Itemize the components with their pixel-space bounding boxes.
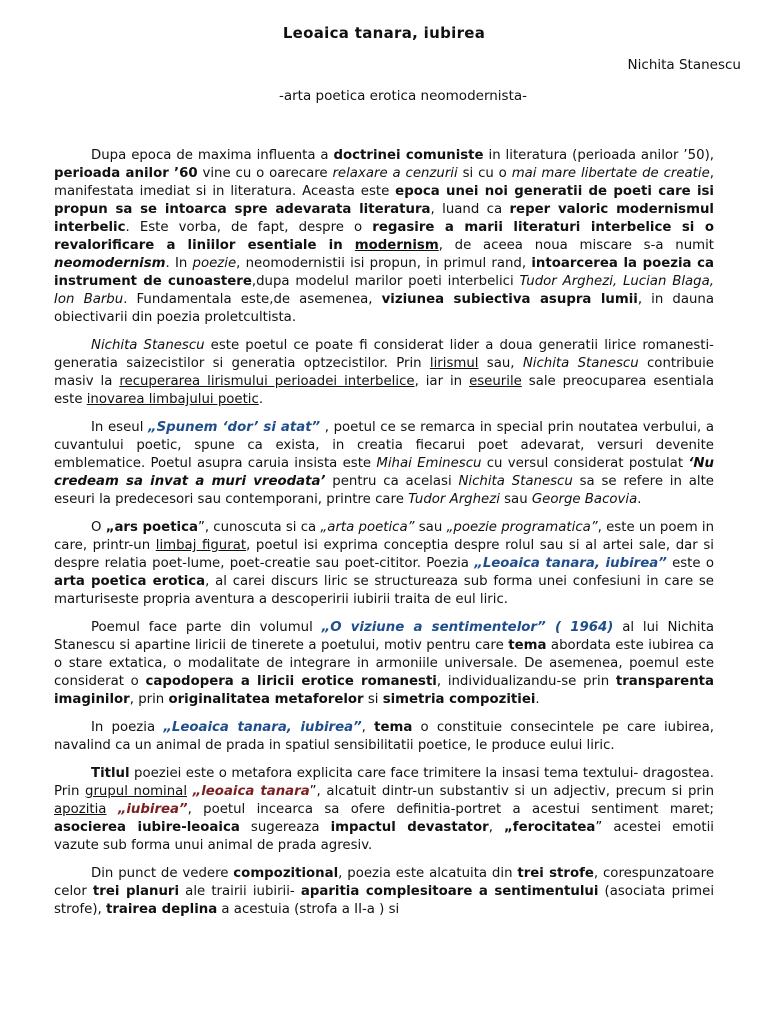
paragraph-4: O „ars poetica”, cunoscuta si ca „arta poetica” sau „poezie programatica”, este un poem in care, printr-un limbaj figurat, poetul isi exprima conceptia despre rolul sau si al artei sale, dar si despre relatia poet-lume, poet-creatie sau poet-cititor. Poezia „Leoaica tanara, iubirea” este o arta poetica erotica, al carei discurs liric se structureaza sub forma unei confesiuni in care se marturiseste propria aventura a descoperirii iubirii traita de eul liric. [54,520,715,607]
document-subtitle: -arta poetica erotica neomodernista- [278,88,528,104]
paragraph-3: In eseul „Spunem ‘dor’ si atat” , poetul ce se remarca in special prin noutatea verbului, a cuvantului poetic, spune ca exista, in creatia fiecarui poet adevarat, versuri devenite emblematice. Poetul asupra caruia insista este Mihai Eminescu cu versul considerat postulat ‘Nu credeam sa invat a muri vreodata’ pentru ca acelasi Nichita Stanescu sa se refere in alte eseuri la predecesori sau contemporani, printre care Tudor Arghezi sau George Bacovia. [54,420,714,507]
author-name: Nichita Stanescu [627,57,741,73]
paragraph-5: Poemul face parte din volumul „O viziune a sentimentelor” ( 1964) al lui Nichita Stanescu si apartine liricii de tinerete a poetului, motiv pentru care tema abordata este iubirea ca o stare extatica, o modalitate de integrare in armoniile universale. De asemenea, poemul este considerat o capodopera a liricii erotice romanesti, individualizandu-se prin transparenta imaginilor, prin originalitatea metaforelor si simetria compozitiei. [54,620,714,707]
document-title: Leoaica tanara, iubirea [282,24,486,42]
essay-body [54,147,714,929]
paragraph-6: In poezia „Leoaica tanara, iubirea”, tema o constituie consecintele pe care iubirea, navalind ca un animal de prada in spatiul sensibilitatii poetice, le produce eului liric. [54,720,714,753]
paragraph-2: Nichita Stanescu este poetul ce poate fi considerat lider a doua generatii lirice romanesti- generatia saizecistilor si generatia optzecistilor. Prin lirismul sau, Nichita Stanescu contribuie masiv la recuperarea lirismului perioadei interbelice, iar in eseurile sale preocuparea esentiala este inovarea limbajului poetic. [54,338,714,407]
paragraph-1: Dupa epoca de maxima influenta a doctrinei comuniste in literatura (perioada anilor ’50), perioada anilor ’60 vine cu o oarecare relaxare a cenzurii si cu o mai mare libertate de creatie, manifestata imediat si in literatura. Aceasta este epoca unei noi generatii de poeti care isi propun sa se intoarca spre adevarata literatura, luand ca reper valoric modernismul interbelic. Este vorba, de fapt, despre o regasire a marii literaturi interbelice si o revalorificare a liniilor esentiale in modernism, de aceea noua miscare s-a numit neomodernism. In poezie, neomodernistii isi propun, in primul rand, intoarcerea la poezia ca instrument de cunoastere,dupa modelul marilor poeti interbelici Tudor Arghezi, Lucian Blaga, Ion Barbu. Fundamentala este,de asemenea, viziunea subiectiva asupra lumii, in dauna obiectivarii din poezia proletcultista. [54,148,715,325]
paragraph-7: Titlul poeziei este o metafora explicita care face trimitere la insasi tema textului- dragostea. Prin grupul nominal „leoaica tanara”, alcatuit dintr-un substantiv si un adjectiv, precum si prin apozitia „iubirea”, poetul incearca sa ofere definitia-portret a acestui sentiment maret; asocierea iubire-leoaica sugereaza impactul devastator, „ferocitatea” acestei emotii vazute sub forma unui animal de prada agresiv. [54,766,715,853]
paragraph-8: Din punct de vedere compozitional, poezia este alcatuita din trei strofe, corespunzatoare celor trei planuri ale trairii iubirii- aparitia complesitoare a sentimentului (asociata primei strofe), trairea deplina a acestuia (strofa a II-a ) si [54,866,715,917]
